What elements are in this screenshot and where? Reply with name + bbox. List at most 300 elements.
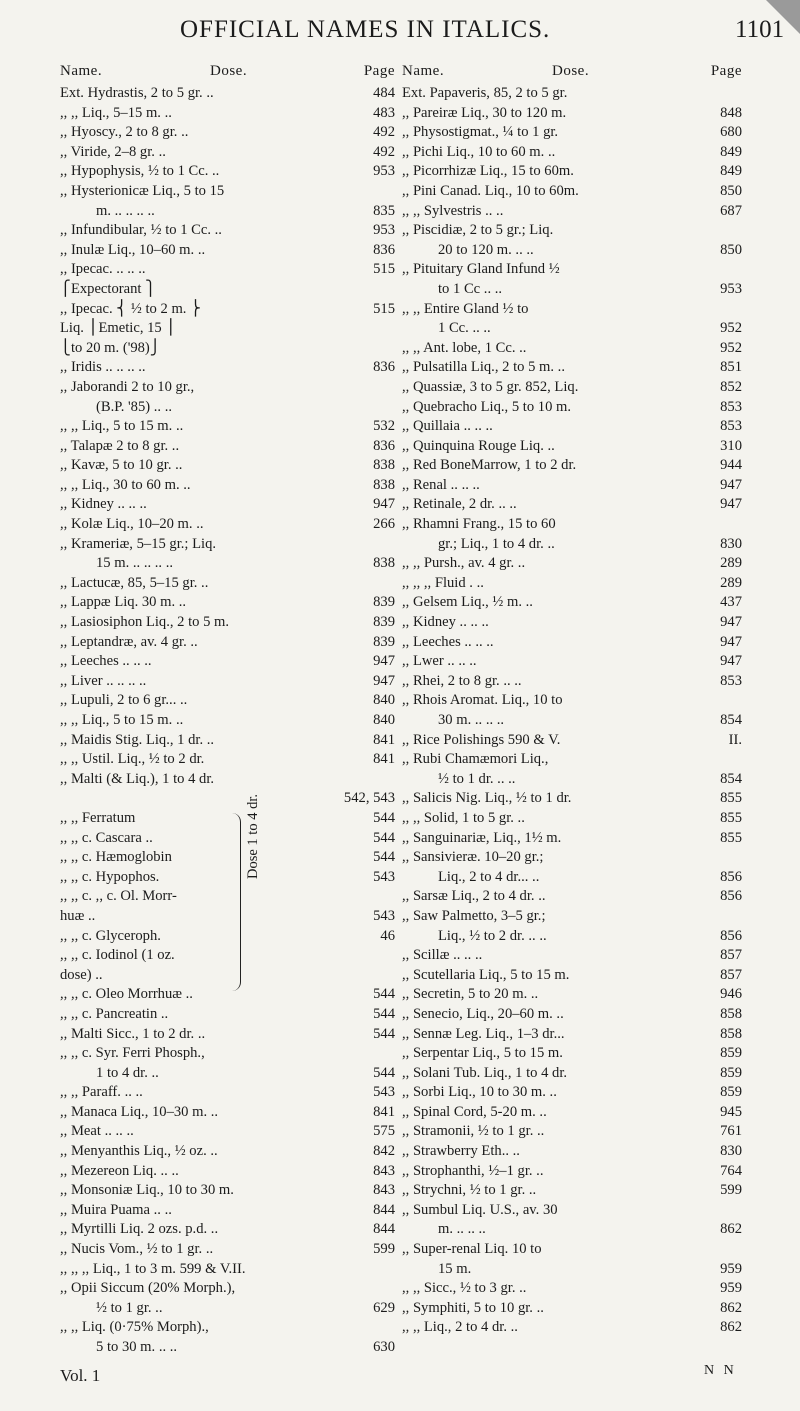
entry-text: ,, Sansivieræ. 10–20 gr.; (402, 849, 544, 866)
index-entry (60, 868, 395, 888)
entry-text: ,, Saw Palmetto, 3–5 gr.; (402, 907, 546, 924)
entry-page: 838 (373, 555, 395, 572)
index-entry (402, 946, 742, 966)
left-column-header (60, 62, 395, 84)
index-entry (402, 319, 742, 339)
entry-page: 836 (373, 359, 395, 376)
entry-page: 952 (720, 320, 742, 337)
entry-text: ,, Menyanthis Liq., ½ oz. .. (60, 1143, 218, 1160)
entry-page: 839 (373, 633, 395, 650)
entry-text: ½ to 1 dr. .. .. (438, 770, 516, 787)
entry-page: 947 (373, 653, 395, 670)
index-entry (60, 848, 395, 868)
index-entry (60, 260, 395, 280)
index-entry (402, 515, 742, 535)
index-entry (60, 358, 395, 378)
entry-text: ,, Sanguinariæ, Liq., 1½ m. (402, 829, 562, 846)
index-entry (402, 1318, 742, 1338)
index-entry (402, 966, 742, 986)
entry-page: 629 (373, 1299, 395, 1316)
entry-text: ⎩to 20 m. ('98)⎭ (60, 339, 161, 356)
entry-page: 840 (373, 712, 395, 728)
index-entry (60, 535, 395, 555)
entry-page: 850 (720, 241, 742, 258)
index-entry (60, 829, 395, 849)
entry-text: ,, ,, Liq. (0·75% Morph)., (60, 1319, 209, 1336)
index-entry (60, 378, 395, 398)
col-header-page: Page (363, 63, 395, 79)
entry-text: ,, ,, Ustil. Liq., ½ to 2 dr. (60, 751, 205, 768)
index-entry (60, 417, 395, 437)
index-entry (402, 456, 742, 476)
entry-text: ,, Gelsem Liq., ½ m. .. (402, 594, 533, 611)
entry-page: 947 (373, 496, 395, 513)
entry-text: ,, Lupuli, 2 to 6 gr... .. (60, 692, 188, 709)
index-entry (402, 202, 742, 222)
index-entry (402, 1201, 742, 1221)
index-entry (402, 554, 742, 574)
index-entry (60, 398, 395, 418)
entry-text: ,, Scillæ .. .. .. (402, 947, 483, 964)
index-entry (60, 789, 395, 809)
entry-text: ,, ,, c. Cascara .. (60, 829, 153, 846)
entry-text: ,, ,, c. Syr. Ferri Phosph., (60, 1045, 205, 1062)
entry-text: ,, Lasiosiphon Liq., 2 to 5 m. (60, 614, 230, 631)
entry-text: ,, Talapæ 2 to 8 gr. .. (60, 437, 180, 454)
entry-text: 20 to 120 m. .. .. (438, 241, 534, 258)
entry-page: 544 (373, 986, 395, 1003)
entry-text: dose) .. (60, 966, 103, 983)
index-entry (60, 966, 395, 986)
entry-page: 844 (373, 1221, 395, 1238)
index-entry (60, 162, 395, 182)
entry-text: ,, ,, Liq., 5–15 m. .. (60, 104, 172, 121)
index-entry (60, 1142, 395, 1162)
entry-text: ,, ,, Solid, 1 to 5 gr. .. (402, 809, 525, 826)
entry-page: 947 (373, 672, 395, 689)
entry-page: 853 (720, 672, 742, 689)
col-header-name: Name. (60, 63, 103, 79)
entry-page: 835 (373, 202, 395, 219)
entry-page: 544 (373, 809, 395, 826)
index-entry (402, 652, 742, 672)
entry-page: 840 (373, 692, 395, 709)
index-entry (402, 809, 742, 829)
entry-text: ,, ,, Sylvestris .. .. (402, 202, 504, 219)
entry-page: 859 (720, 1045, 742, 1062)
entry-text: ,, Pini Canad. Liq., 10 to 60m. (402, 182, 579, 199)
entry-page: 836 (373, 241, 395, 258)
index-entry (402, 300, 742, 320)
entry-page: 437 (720, 594, 742, 611)
right-column (402, 62, 742, 1338)
entry-page: 484 (373, 85, 395, 101)
index-entry (60, 750, 395, 770)
index-entry (60, 300, 395, 320)
entry-text: ,, ,, c. Oleo Morrhuæ .. (60, 986, 193, 1003)
entry-text: ⎧Expectorant ⎫ (60, 280, 157, 297)
entry-text: ,, ,, Liq., 5 to 15 m. .. (60, 712, 184, 728)
index-entry (60, 770, 395, 790)
index-entry (60, 437, 395, 457)
index-entry (60, 1122, 395, 1142)
entry-text: ,, Strophanthi, ½–1 gr. .. (402, 1162, 544, 1179)
entry-text: ,, Muira Puama .. .. (60, 1201, 172, 1218)
entry-text: ,, Spinal Cord, 5-20 m. .. (402, 1103, 547, 1120)
index-entry (402, 848, 742, 868)
index-entry (60, 1083, 395, 1103)
entry-text: ,, Retinale, 2 dr. .. .. (402, 496, 517, 513)
entry-text: 5 to 30 m. .. .. (96, 1339, 178, 1355)
entry-page: 849 (720, 163, 742, 180)
index-entry (402, 789, 742, 809)
dose-group-list (60, 809, 395, 1025)
index-entry (402, 633, 742, 653)
entry-text: ,, Malti Sicc., 1 to 2 dr. .. (60, 1025, 206, 1042)
entry-page: 544 (373, 849, 395, 866)
entry-page: 849 (720, 143, 742, 160)
index-entry (60, 495, 395, 515)
index-entry (60, 1220, 395, 1240)
entry-page: 492 (373, 124, 395, 141)
index-entry (402, 358, 742, 378)
entry-text: ,, ,, c. Hæmoglobin (60, 849, 172, 866)
entry-text: ,, Viride, 2–8 gr. .. (60, 143, 166, 160)
index-entry (60, 927, 395, 947)
entry-text: ,, Maidis Stig. Liq., 1 dr. .. (60, 731, 215, 748)
entry-page: 842 (373, 1143, 395, 1160)
index-entry (402, 280, 742, 300)
entry-text: ,, Lwer .. .. .. (402, 653, 477, 670)
index-entry (402, 711, 742, 731)
entry-text: ,, Kidney .. .. .. (60, 496, 147, 513)
entry-text: ,, Meat .. .. .. (60, 1123, 134, 1140)
entry-page: 959 (720, 1280, 742, 1297)
entry-page: 855 (720, 790, 742, 807)
entry-page: 761 (720, 1123, 742, 1140)
index-entry (402, 731, 742, 751)
index-entry (402, 104, 742, 124)
entry-page: 953 (720, 280, 742, 297)
entry-text: ,, Kidney .. .. .. (402, 614, 489, 631)
entry-page: 492 (373, 143, 395, 160)
entry-text: Liq., 2 to 4 dr... .. (438, 868, 540, 885)
index-entry (402, 770, 742, 790)
index-entry (60, 319, 395, 339)
entry-text: ,, Scutellaria Liq., 5 to 15 m. (402, 966, 570, 983)
index-entry (60, 104, 395, 124)
entry-text: ,, Iridis .. .. .. .. (60, 359, 146, 376)
entry-text: Ext. Papaveris, 85, 2 to 5 gr. (402, 85, 568, 101)
entry-page: 532 (373, 418, 395, 435)
entry-text: ,, Infundibular, ½ to 1 Cc. .. (60, 222, 222, 239)
index-entry (402, 398, 742, 418)
entry-page: 854 (720, 712, 742, 728)
entry-page: 858 (720, 1005, 742, 1022)
entry-page: 542, 543 (343, 790, 395, 807)
index-entry (402, 1083, 742, 1103)
index-entry (60, 1240, 395, 1260)
index-entry (402, 593, 742, 613)
entry-text: ,, Super-renal Liq. 10 to (402, 1241, 542, 1258)
entry-page: 859 (720, 1064, 742, 1081)
entry-text: to 1 Cc .. .. (438, 280, 503, 297)
entry-page: 544 (373, 1025, 395, 1042)
index-entry (402, 84, 742, 104)
entry-text: ,, Liver .. .. .. .. (60, 672, 147, 689)
index-entry (60, 1299, 395, 1319)
entry-page: 855 (720, 829, 742, 846)
index-entry (60, 1338, 395, 1358)
entry-page: 944 (720, 457, 742, 474)
entry-page: 862 (720, 1299, 742, 1316)
entry-text: ,, Strawberry Eth.. .. (402, 1143, 520, 1160)
index-entry (60, 672, 395, 692)
entry-page: 959 (720, 1260, 742, 1277)
entry-page: 839 (373, 614, 395, 631)
index-entry (60, 809, 395, 829)
index-entry (60, 143, 395, 163)
index-entry (60, 574, 395, 594)
entry-text: ,, Secretin, 5 to 20 m. .. (402, 986, 539, 1003)
index-entry (60, 1005, 395, 1025)
index-entry (60, 907, 395, 927)
entry-text: ,, ,, Pursh., av. 4 gr. .. (402, 555, 526, 572)
index-entry (60, 84, 395, 104)
entry-page: 843 (373, 1162, 395, 1179)
entry-page: 857 (720, 947, 742, 964)
entry-page: 947 (720, 476, 742, 493)
entry-text: ,, Rhamni Frang., 15 to 60 (402, 516, 556, 533)
entry-text: (B.P. '85) .. .. (96, 398, 173, 415)
entry-text: ,, Sennæ Leg. Liq., 1–3 dr... (402, 1025, 565, 1042)
index-entry (60, 221, 395, 241)
entry-page: 853 (720, 418, 742, 435)
index-entry (60, 1044, 395, 1064)
entry-page: 599 (373, 1241, 395, 1258)
entry-text: ,, Red BoneMarrow, 1 to 2 dr. (402, 457, 577, 474)
entry-text: ,, Pareiræ Liq., 30 to 120 m. (402, 104, 567, 121)
entry-text: ,, ,, ,, Fluid . .. (402, 574, 484, 591)
entry-text: ,, Strychni, ½ to 1 gr. .. (402, 1182, 537, 1199)
index-entry (402, 417, 742, 437)
entry-page: 946 (720, 986, 742, 1003)
entry-page: 953 (373, 163, 395, 180)
index-entry (60, 731, 395, 751)
entry-text: m. .. .. .. (438, 1221, 486, 1238)
entry-page: 947 (720, 633, 742, 650)
entry-page: 764 (720, 1162, 742, 1179)
signature-mark: N N (704, 1363, 737, 1378)
entry-text: ,, ,, Entire Gland ½ to (402, 300, 529, 317)
index-entry (402, 1025, 742, 1045)
index-entry (402, 868, 742, 888)
index-entry (60, 613, 395, 633)
index-entry (60, 1181, 395, 1201)
entry-page: 856 (720, 888, 742, 905)
entry-text: ,, Krameriæ, 5–15 gr.; Liq. (60, 535, 217, 552)
index-entry (60, 691, 395, 711)
entry-page: 839 (373, 594, 395, 611)
index-entry (402, 1142, 742, 1162)
entry-text: ,, Physostigmat., ¼ to 1 gr. (402, 124, 559, 141)
entry-page: 953 (373, 222, 395, 239)
index-entry (60, 456, 395, 476)
index-entry (402, 1299, 742, 1319)
index-entry (402, 887, 742, 907)
entry-text: ,, Pichi Liq., 10 to 60 m. .. (402, 143, 556, 160)
col-header-dose: Dose. (210, 63, 248, 79)
entry-page: 687 (720, 202, 742, 219)
entry-page: 841 (373, 731, 395, 748)
col-header-dose: Dose. (552, 63, 590, 79)
entry-text: 30 m. .. .. .. (438, 712, 505, 728)
entry-page: 859 (720, 1084, 742, 1101)
entry-text: ,, Rice Polishings 590 & V. (402, 731, 561, 748)
entry-page: 599 (720, 1182, 742, 1199)
entry-text: ,, Rhei, 2 to 8 gr. .. .. (402, 672, 522, 689)
index-entry (60, 1201, 395, 1221)
entry-page: 830 (720, 1143, 742, 1160)
right-list (402, 84, 742, 1338)
entry-page: 854 (720, 770, 742, 787)
entry-text: ,, Sarsæ Liq., 2 to 4 dr. .. (402, 888, 546, 905)
index-entry (402, 574, 742, 594)
index-entry (402, 927, 742, 947)
entry-page: 266 (373, 516, 395, 533)
entry-text: ,, Senecio, Liq., 20–60 m. .. (402, 1005, 564, 1022)
entry-page: 289 (720, 555, 742, 572)
entry-page: 841 (373, 751, 395, 768)
entry-page: 310 (720, 437, 742, 454)
entry-text: ,, Monsoniæ Liq., 10 to 30 m. (60, 1182, 234, 1199)
entry-text: ,, Piscidiæ, 2 to 5 gr.; Liq. (402, 222, 554, 239)
index-entry (60, 280, 395, 300)
entry-text: ,, Quassiæ, 3 to 5 gr. 852, Liq. (402, 378, 579, 395)
entry-page: 515 (373, 300, 395, 317)
entry-text: ,, Jaborandi 2 to 10 gr., (60, 378, 195, 395)
entry-text: Liq. ⎪Emetic, 15 ⎪ (60, 320, 177, 337)
entry-page: 483 (373, 104, 395, 121)
dose-group-label: Dose 1 to 4 dr. (245, 793, 261, 879)
entry-page: 848 (720, 104, 742, 121)
entry-text: ,, ,, c. Pancreatin .. (60, 1005, 169, 1022)
entry-text: ,, Opii Siccum (20% Morph.), (60, 1280, 236, 1297)
entry-page: 289 (720, 574, 742, 591)
index-entry (402, 241, 742, 261)
entry-text: ,, ,, c. ,, c. Ol. Morr- (60, 888, 177, 905)
entry-text: ,, ,, Sicc., ½ to 3 gr. .. (402, 1280, 527, 1297)
index-entry (402, 162, 742, 182)
entry-text: ,, Mezereon Liq. .. .. (60, 1162, 179, 1179)
index-entry (60, 1318, 395, 1338)
entry-text: 1 to 4 dr. .. (96, 1064, 159, 1081)
entry-page: 844 (373, 1201, 395, 1218)
entry-text: 15 m. .. .. .. .. (96, 555, 174, 572)
entry-text: huæ .. (60, 907, 96, 924)
entry-text: ,, Quebracho Liq., 5 to 10 m. (402, 398, 572, 415)
entry-page: 46 (380, 927, 395, 944)
left-column (60, 62, 395, 1358)
entry-page: 544 (373, 829, 395, 846)
entry-page: 830 (720, 535, 742, 552)
entry-page: 945 (720, 1103, 742, 1120)
entry-text: ,, Leeches .. .. .. (60, 653, 152, 670)
entry-text: ,, Manaca Liq., 10–30 m. .. (60, 1103, 219, 1120)
index-entry (402, 829, 742, 849)
index-entry (60, 202, 395, 222)
entry-text: ,, Salicis Nig. Liq., ½ to 1 dr. (402, 790, 572, 807)
entry-text: ½ to 1 gr. .. (96, 1299, 163, 1316)
index-entry (60, 515, 395, 535)
index-entry (402, 907, 742, 927)
entry-text: gr.; Liq., 1 to 4 dr. .. (438, 535, 555, 552)
entry-text: ,, ,, c. Glyceroph. (60, 927, 161, 944)
index-entry (402, 985, 742, 1005)
index-entry (60, 946, 395, 966)
index-entry (60, 1279, 395, 1299)
index-entry (402, 1005, 742, 1025)
entry-text: Liq., ½ to 2 dr. .. .. (438, 927, 547, 944)
index-entry (60, 652, 395, 672)
entry-page: 862 (720, 1319, 742, 1336)
entry-text: ,, Nucis Vom., ½ to 1 gr. .. (60, 1241, 214, 1258)
entry-page: 680 (720, 124, 742, 141)
entry-text: ,, ,, Liq., 2 to 4 dr. .. (402, 1319, 518, 1336)
entry-page: 858 (720, 1025, 742, 1042)
entry-page: 850 (720, 182, 742, 199)
right-column-header (402, 62, 742, 84)
entry-page: 836 (373, 437, 395, 454)
entry-text: ,, ,, c. Hypophos. (60, 868, 160, 885)
entry-page: 852 (720, 378, 742, 395)
index-entry (402, 1044, 742, 1064)
entry-text: ,, Ipecac. .. .. .. (60, 261, 146, 278)
entry-text: ,, Hysterionicæ Liq., 5 to 15 (60, 182, 225, 199)
entry-page: 630 (373, 1339, 395, 1355)
entry-page: 841 (373, 1103, 395, 1120)
index-entry (402, 495, 742, 515)
entry-text: ,, ,, c. Iodinol (1 oz. (60, 947, 175, 964)
entry-page: 862 (720, 1221, 742, 1238)
entry-text: ,, ,, Ant. lobe, 1 Cc. .. (402, 339, 527, 356)
entry-text: ,, Symphiti, 5 to 10 gr. .. (402, 1299, 544, 1316)
index-entry (402, 1240, 742, 1260)
index-entry (60, 711, 395, 731)
index-entry (402, 378, 742, 398)
index-entry (60, 985, 395, 1005)
entry-text: ,, Renal .. .. .. (402, 476, 480, 493)
page-header (0, 14, 800, 54)
index-entry (402, 613, 742, 633)
entry-text: ,, ,, ,, Liq., 1 to 3 m. 599 & V.II. (60, 1260, 246, 1277)
col-header-page: Page (710, 63, 742, 79)
entry-text: ,, Rubi Chamæmori Liq., (402, 751, 549, 768)
left-top-list (60, 84, 395, 809)
index-entry (402, 1162, 742, 1182)
index-entry (60, 1103, 395, 1123)
index-entry (402, 672, 742, 692)
index-entry (402, 1279, 742, 1299)
left-bottom-list (60, 1025, 395, 1358)
index-entry (60, 887, 395, 907)
index-entry (60, 182, 395, 202)
index-entry (402, 476, 742, 496)
entry-text: ,, Rhois Aromat. Liq., 10 to (402, 692, 563, 709)
entry-text: ,, Leeches .. .. .. (402, 633, 494, 650)
index-entry (402, 1181, 742, 1201)
entry-page: 843 (373, 1182, 395, 1199)
